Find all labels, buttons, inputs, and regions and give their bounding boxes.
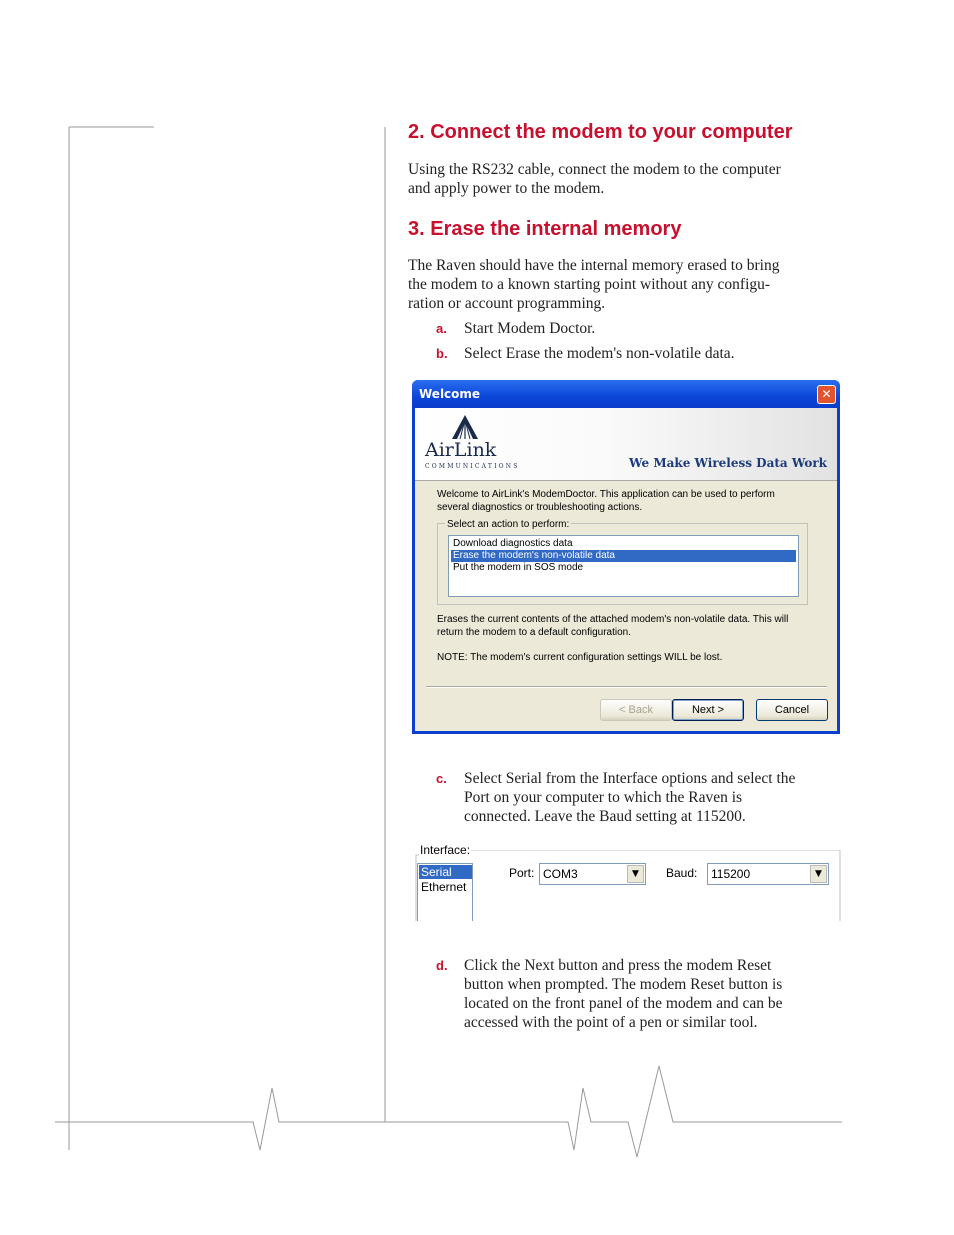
chevron-down-icon[interactable]: ▼ [627, 865, 644, 883]
step-b-text: Select Erase the modem's non-volatile data. [464, 345, 735, 362]
welcome-dialog [412, 380, 840, 734]
step-line: Select Serial from the Interface options and select the [464, 770, 796, 787]
action-item-sos[interactable]: Put the modem in SOS mode [453, 562, 584, 573]
dialog-separator [426, 686, 827, 688]
body-line: the modem to a known starting point without any configu- [408, 276, 771, 293]
baud-label: Baud: [666, 866, 698, 880]
step-line: button when prompted. The modem Reset button is [464, 976, 783, 993]
interface-option-serial[interactable]: Serial [419, 865, 472, 879]
dialog-title: Welcome [419, 387, 481, 401]
step-a-text: Start Modem Doctor. [464, 320, 596, 337]
airlink-slogan: We Make Wireless Data Work [629, 456, 827, 470]
back-button[interactable]: < Back [600, 699, 672, 721]
action-listbox[interactable] [448, 535, 799, 597]
dialog-body [415, 408, 837, 731]
dialog-titlebar[interactable] [412, 380, 840, 408]
interface-listbox[interactable] [417, 863, 473, 921]
dialog-note: NOTE: The modem's current configuration settings WILL be lost. [437, 652, 723, 663]
chevron-down-icon[interactable]: ▼ [810, 865, 827, 883]
step-c-letter: c. [436, 771, 447, 786]
cancel-button[interactable]: Cancel [756, 699, 828, 721]
action-item-download[interactable]: Download diagnostics data [453, 538, 573, 549]
step-line: accessed with the point of a pen or similar tool. [464, 1014, 758, 1031]
action-item-erase[interactable]: Erase the modem's non-volatile data [451, 550, 796, 562]
interface-group-label: Interface: [420, 843, 471, 857]
action-description [437, 613, 788, 639]
step-a-letter: a. [436, 321, 447, 336]
airlink-banner [415, 408, 837, 481]
body-line: The Raven should have the internal memory erased to bring [408, 257, 780, 274]
next-button[interactable]: Next > [672, 699, 744, 721]
interface-panel [410, 843, 841, 922]
airlink-logo-icon [449, 414, 481, 440]
port-value: COM3 [543, 867, 578, 881]
close-icon[interactable]: ✕ [817, 385, 836, 404]
description-line: return the modem to a default configuration. [437, 627, 632, 638]
body-line: and apply power to the modem. [408, 180, 605, 197]
airlink-logo-subtext: COMMUNICATIONS [425, 463, 520, 470]
intro-line: several diagnostics or troubleshooting actions. [437, 502, 643, 513]
step-d-text [464, 956, 783, 1032]
step-d-letter: d. [436, 958, 448, 973]
airlink-logo-text: AirLink [425, 439, 497, 461]
step-line: Click the Next button and press the modem Reset [464, 957, 772, 974]
description-line: Erases the current contents of the attached modem's non-volatile data. This will [437, 614, 789, 625]
step-line: connected. Leave the Baud setting at 115200. [464, 808, 746, 825]
baud-value: 115200 [711, 867, 751, 881]
section-body-erase [408, 256, 779, 313]
section-heading-erase: 3. Erase the internal memory [408, 218, 682, 240]
interface-group-border [410, 850, 841, 922]
step-line: Port on your computer to which the Raven is [464, 789, 743, 806]
body-line: Using the RS232 cable, connect the modem to the computer [408, 161, 781, 178]
interface-option-ethernet[interactable]: Ethernet [421, 880, 467, 894]
port-label: Port: [509, 866, 535, 880]
action-group-label: Select an action to perform: [447, 519, 570, 530]
baud-select[interactable] [707, 863, 829, 885]
step-line: located on the front panel of the modem and can be [464, 995, 783, 1012]
section-body-connect [408, 160, 781, 198]
body-line: ration or account programming. [408, 295, 606, 312]
port-select[interactable] [539, 863, 646, 885]
step-c-text [464, 769, 795, 826]
intro-line: Welcome to AirLink's ModemDoctor. This application can be used to perform [437, 489, 775, 500]
step-b-letter: b. [436, 346, 448, 361]
dialog-intro [437, 488, 775, 514]
section-heading-connect: 2. Connect the modem to your computer [408, 121, 793, 143]
